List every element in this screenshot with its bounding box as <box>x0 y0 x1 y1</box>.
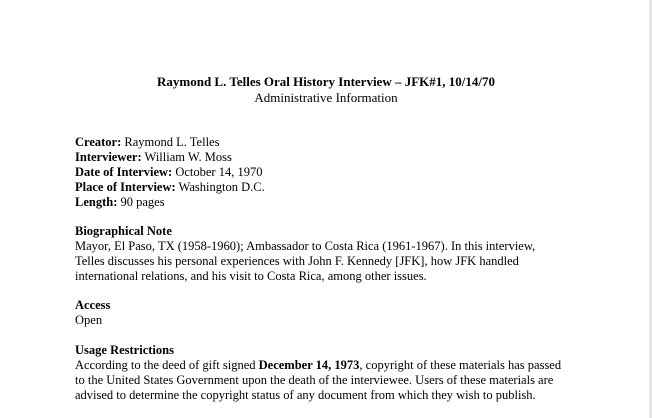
access-body: Open <box>75 313 103 327</box>
document-subtitle: Administrative Information <box>254 90 398 105</box>
place-of-interview-row <box>75 180 595 195</box>
length-label: Length: <box>75 195 118 209</box>
interviewer-value: William W. Moss <box>141 150 232 164</box>
deed-date: December 14, 1973 <box>258 358 360 372</box>
access-section <box>75 298 595 328</box>
place-of-interview-label: Place of Interview: <box>75 180 176 194</box>
interview-metadata <box>75 135 595 210</box>
usage-restrictions-line: advised to determine the copyright status of any document from which they wish to publish. <box>75 388 536 402</box>
place-of-interview-value: Washington D.C. <box>175 180 265 194</box>
biographical-note-line: Telles discusses his personal experiences with John F. Kennedy [JFK], how JFK handled <box>75 254 519 268</box>
access-heading: Access <box>75 298 111 312</box>
document-header <box>0 74 652 106</box>
usage-text-after-date: , copyright of these materials has passed <box>359 358 562 372</box>
usage-restrictions-heading: Usage Restrictions <box>75 343 174 357</box>
creator-value: Raymond L. Telles <box>121 135 220 149</box>
length-value: 90 pages <box>117 195 165 209</box>
creator-row <box>75 135 595 150</box>
document-title: Raymond L. Telles Oral History Interview – JFK#1, 10/14/70 <box>157 74 495 89</box>
interviewer-row <box>75 150 595 165</box>
interviewer-label: Interviewer: <box>75 150 142 164</box>
biographical-note-heading: Biographical Note <box>75 224 172 238</box>
usage-restrictions-section <box>75 343 595 403</box>
biographical-note-line: international relations, and his visit to Costa Rica, among other issues. <box>75 269 427 283</box>
date-of-interview-label: Date of Interview: <box>75 165 173 179</box>
date-of-interview-value: October 14, 1970 <box>172 165 263 179</box>
usage-restrictions-line: to the United States Government upon the death of the interviewee. Users of these materials are <box>75 373 554 387</box>
length-row <box>75 195 595 210</box>
usage-text-before-date: According to the deed of gift signed <box>75 358 259 372</box>
usage-restrictions-line <box>75 358 595 373</box>
creator-label: Creator: <box>75 135 122 149</box>
biographical-note-line: Mayor, El Paso, TX (1958-1960); Ambassador to Costa Rica (1961-1967). In this interview, <box>75 239 536 253</box>
date-of-interview-row <box>75 165 595 180</box>
biographical-note-section <box>75 224 595 284</box>
